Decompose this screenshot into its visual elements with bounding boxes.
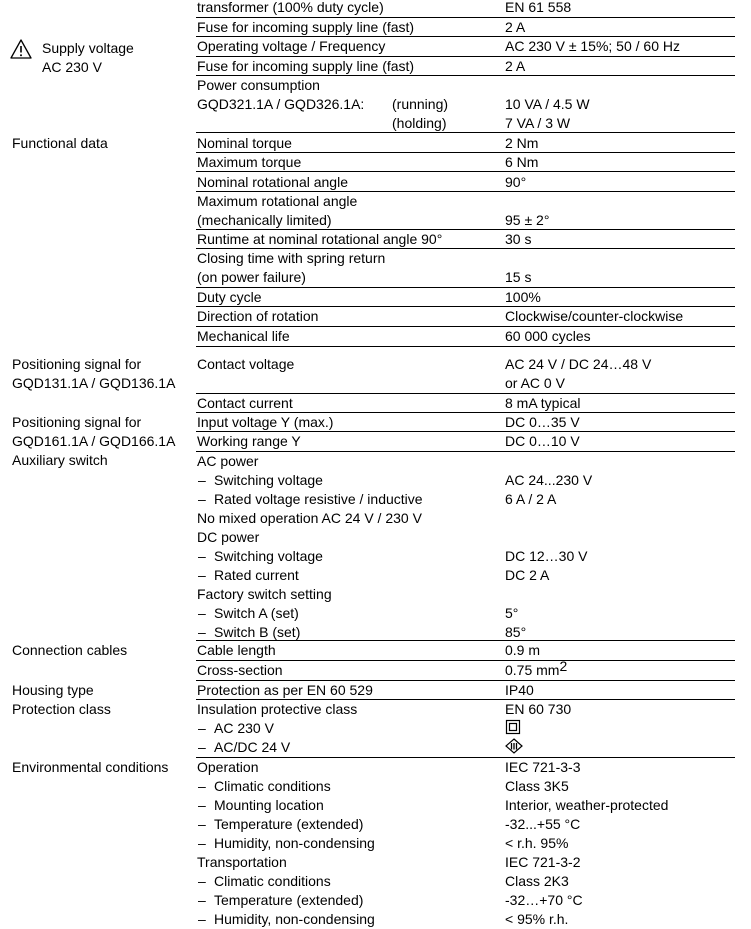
spec-label-line: – Temperature (extended) [197,815,497,834]
category-line: Connection cables [12,642,128,658]
spec-value: IP40 [505,682,534,698]
category-line: Supply voltage [42,40,134,56]
spec-value-line: DC 2 A [505,567,550,583]
category-housing-type [12,681,197,700]
spec-value: 60 000 cycles [505,328,591,344]
spec-label-line: – Climatic conditions [197,872,497,891]
category-positioning-161 [12,413,197,451]
spec-label [197,758,497,929]
protection-class-iii-icon [505,738,571,757]
spec-label-line: – AC/DC 24 V [197,738,357,757]
spec-value-line: < r.h. 95% [505,835,569,851]
spec-row-duty-cycle [196,288,735,307]
spec-value-line: Interior, weather-protected [505,797,669,813]
spec-value [505,658,568,680]
svg-text:III: III [510,741,518,752]
spec-qualifier [392,95,448,133]
category-line: Protection class [12,701,111,717]
protection-class-ii-icon [505,719,571,738]
spec-label: Runtime at nominal rotational angle 90° [197,231,443,247]
spec-label: Working range Y [197,433,301,449]
spec-row-transformer [196,0,735,18]
spec-label: Fuse for incoming supply line (fast) [197,58,415,74]
spec-label-line: – Climatic conditions [197,777,497,796]
spec-label: Protection as per EN 60 529 [197,682,373,698]
category-positioning-131 [12,355,197,393]
spec-value-text: 0.75 mm [505,662,560,678]
spec-value-line: < 95% r.h. [505,911,569,927]
spec-label: Contact voltage [197,356,295,372]
spec-value-line: -32...+55 °C [505,816,581,832]
spec-label [197,76,364,114]
category-supply-voltage [12,39,197,77]
spec-value: 30 s [505,231,532,247]
spec-row-nominal-torque [196,134,735,153]
spec-label: Nominal rotational angle [197,174,348,190]
spec-row-nominal-angle [196,173,735,192]
spec-value [505,700,571,757]
spec-label-line: – Rated voltage resistive / inductive [197,490,497,509]
spec-label-line: – Humidity, non-condensing [197,910,497,929]
spec-row-contact-voltage [196,355,735,394]
spec-qualifier-line: (holding) [392,115,447,131]
spec-label-line: (on power failure) [197,269,306,285]
spec-value-line: 85° [505,624,527,640]
spec-value-line: AC 24 V / DC 24…48 V [505,356,652,372]
category-protection-class [12,700,197,719]
spec-value-line: Class 2K3 [505,873,569,889]
spec-value-line: 5° [505,605,519,621]
spec-label: Duty cycle [197,289,262,305]
spec-value-line: Class 3K5 [505,778,569,794]
spec-label-line: – Rated current [197,566,497,585]
spec-label: Direction of rotation [197,308,319,324]
spec-value: DC 0…10 V [505,433,580,449]
spec-label: Cross-section [197,662,283,678]
spec-value: 2 A [505,19,526,35]
superscript: 2 [559,658,568,674]
category-line: Housing type [12,682,94,698]
spec-label-line: GQD321.1A / GQD326.1A: [197,96,365,112]
spec-label [197,452,497,642]
spec-label-line: – Mounting location [197,796,497,815]
spec-label-line: Power consumption [197,77,320,93]
spec-value: 2 A [505,58,526,74]
warning-icon [10,39,32,59]
spec-label-line: AC power [197,453,259,469]
spec-value-line: or AC 0 V [505,375,565,391]
spec-row-maximum-torque [196,153,735,172]
spec-label-line: – Switching voltage [197,547,497,566]
spec-row-housing [196,681,735,700]
spec-label-line: Closing time with spring return [197,250,386,266]
category-line: Auxiliary switch [12,452,108,468]
spec-value: 95 ± 2° [505,212,550,228]
spec-label-line: – Switching voltage [197,471,497,490]
spec-row-cable-length [196,641,735,661]
spec-label: Operating voltage / Frequency [197,38,386,54]
spec-value: 0.9 m [505,642,541,658]
spec-label: Mechanical life [197,328,290,344]
spec-value: EN 61 558 [505,0,572,15]
spec-label: Contact current [197,395,293,411]
category-connection-cables [12,641,197,660]
spec-label-line: Factory switch setting [197,586,332,602]
spec-label-line: Operation [197,759,259,775]
spec-row-auxiliary-switch [196,452,735,641]
spec-value-line: IEC 721-3-3 [505,759,581,775]
spec-row-closing-time [196,249,735,288]
category-line: GQD131.1A / GQD136.1A [12,375,176,391]
spec-row-fuse [196,57,735,76]
spec-label: Input voltage Y (max.) [197,414,334,430]
spec-value [505,355,651,393]
category-line: Positioning signal for [12,414,142,430]
spec-row-direction [196,307,735,327]
spec-row-fuse [196,18,735,37]
spec-label-line: Maximum rotational angle [197,193,358,209]
spec-value-line: 10 VA / 4.5 W [505,96,590,112]
spec-row-cross-section [196,658,735,681]
spec-label: Cable length [197,642,276,658]
spec-label-line: – Switch A (set) [197,604,497,623]
spec-qualifier-line: (running) [392,96,449,112]
category-functional-data [12,134,197,153]
spec-label-line: – AC 230 V [197,719,357,738]
spec-value [505,547,587,585]
spec-label-line: Insulation protective class [197,701,358,717]
spec-value [505,471,592,509]
spec-row-mechanical-life [196,327,735,347]
category-line: AC 230 V [42,59,102,75]
spec-row-runtime [196,230,735,249]
spec-value-line: 6 A / 2 A [505,491,557,507]
spec-value: AC 230 V ± 15%; 50 / 60 Hz [505,38,680,54]
spec-value [505,95,590,133]
spec-label-line: – Humidity, non-condensing [197,834,497,853]
spec-row-insulation [196,700,735,758]
category-line: Functional data [12,135,108,151]
spec-label: Fuse for incoming supply line (fast) [197,19,415,35]
spec-label-line: Transportation [197,854,287,870]
spec-value: 90° [505,174,527,190]
spec-row-contact-current [196,394,735,413]
spec-value [505,604,526,642]
category-auxiliary-switch [12,451,197,470]
spec-label-line: (mechanically limited) [197,212,332,228]
spec-row-input-voltage [196,413,735,432]
category-line: Positioning signal for [12,356,142,372]
spec-value: DC 0…35 V [505,414,580,430]
spec-value-line: DC 12…30 V [505,548,588,564]
category-line: Environmental conditions [12,759,169,775]
spec-value: 15 s [505,269,532,285]
spec-value-line: AC 24...230 V [505,472,593,488]
spec-value-line: -32…+70 °C [505,892,583,908]
spec-value: 2 Nm [505,135,539,151]
spec-row-power-consumption [196,76,735,133]
spec-label: transformer (100% duty cycle) [197,0,384,15]
spec-label-line: No mixed operation AC 24 V / 230 V [197,510,422,526]
spec-value-line: EN 60 730 [505,701,572,717]
spec-value-line: 7 VA / 3 W [505,115,571,131]
spec-value: 6 Nm [505,154,539,170]
spec-row-maximum-angle [196,192,735,230]
spec-label-line: DC power [197,529,260,545]
spec-row-operating-voltage [196,37,735,57]
spec-value [505,758,668,929]
category-environmental [12,758,197,777]
spec-label-line: – Temperature (extended) [197,891,497,910]
spec-label-line: – Switch B (set) [197,623,497,642]
spec-value-line: IEC 721-3-2 [505,854,581,870]
category-line: GQD161.1A / GQD166.1A [12,433,176,449]
spec-label: Nominal torque [197,135,292,151]
spec-row-environmental [196,758,735,926]
spec-value: 8 mA typical [505,395,581,411]
spec-label [197,249,385,287]
spec-value: 100% [505,289,541,305]
spec-label: Maximum torque [197,154,302,170]
spec-label [197,700,357,757]
spec-value: Clockwise/counter-clockwise [505,308,684,324]
spec-label [197,192,357,230]
spec-row-working-range [196,432,735,452]
